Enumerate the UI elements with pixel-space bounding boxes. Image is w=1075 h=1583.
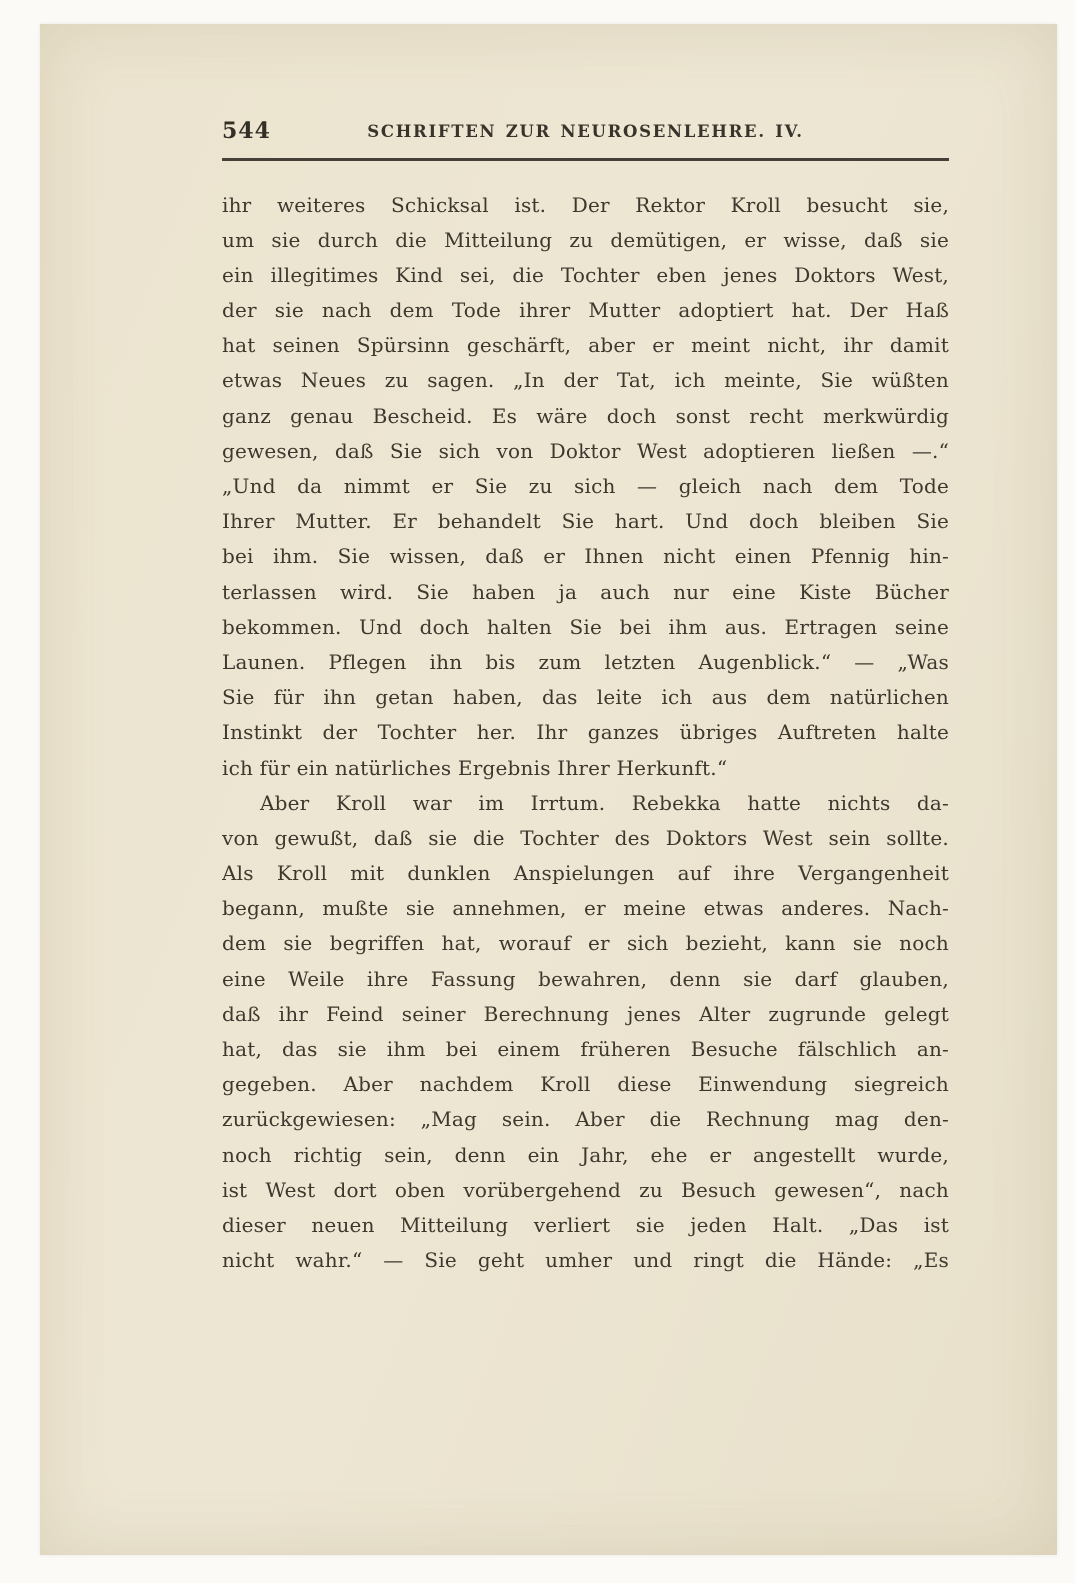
text-line: „Und da nimmt er Sie zu sich — gleich nach dem Tode (222, 474, 949, 498)
text-line: gegeben. Aber nachdem Kroll diese Einwendung siegreich (222, 1072, 949, 1097)
text-line: Ihrer Mutter. Er behandelt Sie hart. Und doch bleiben Sie (222, 509, 949, 534)
text-line: Als Kroll mit dunklen Anspielungen auf ihre Vergangenheit (222, 861, 949, 886)
text-block (222, 188, 949, 1279)
text-line: bei ihm. Sie wissen, daß er Ihnen nicht einen Pfennig hin- (222, 544, 949, 569)
text-line: terlassen wird. Sie haben ja auch nur eine Kiste Bücher (222, 579, 949, 604)
text-line: daß ihr Feind seiner Berechnung jenes Alter zugrunde gelegt (222, 1001, 949, 1026)
text-line: ein illegitimes Kind sei, die Tochter eben jenes Doktors West, (222, 262, 949, 287)
text-line: nicht wahr.“ — Sie geht umher und ringt die Hände: „Es (222, 1248, 949, 1273)
text-line: hat, das sie ihm bei einem früheren Besuche fälschlich an- (222, 1037, 949, 1061)
header-rule (222, 158, 949, 161)
text-line: Sie für ihn getan haben, das leite ich aus dem natürlichen (222, 685, 949, 710)
running-header-title: SCHRIFTEN ZUR NEUROSENLEHRE. IV. (367, 122, 804, 141)
text-line: dem sie begriffen hat, worauf er sich bezieht, kann sie noch (222, 931, 949, 956)
text-line: gewesen, daß Sie sich von Doktor West adoptieren ließen —.“ (222, 438, 949, 463)
text-line: ist West dort oben vorübergehend zu Besuch gewesen“, nach (222, 1177, 949, 1202)
text-line: von gewußt, daß sie die Tochter des Doktors West sein sollte. (222, 825, 949, 850)
page-number: 544 (222, 118, 271, 144)
text-line: um sie durch die Mitteilung zu demütigen, er wisse, daß sie (222, 227, 949, 252)
running-header (222, 112, 949, 156)
text-line: hat seinen Spürsinn geschärft, aber er meint nicht, ihr damit (222, 333, 949, 358)
text-line: noch richtig sein, denn ein Jahr, ehe er angestellt wurde, (222, 1142, 949, 1167)
text-line: dieser neuen Mitteilung verliert sie jeden Halt. „Das ist (222, 1212, 949, 1237)
text-line: zurückgewiesen: „Mag sein. Aber die Rechnung mag den- (222, 1107, 949, 1132)
text-line: bekommen. Und doch halten Sie bei ihm aus. Ertragen seine (222, 614, 949, 639)
text-line: Aber Kroll war im Irrtum. Rebekka hatte nichts da- (260, 790, 949, 815)
page-content (222, 112, 949, 1278)
text-line: Instinkt der Tochter her. Ihr ganzes übriges Auftreten halte (222, 720, 949, 745)
text-line: Launen. Pflegen ihn bis zum letzten Augenblick.“ — „Was (222, 649, 949, 674)
text-line: begann, mußte sie annehmen, er meine etwas anderes. Nach- (222, 896, 949, 921)
text-line: ich für ein natürliches Ergebnis Ihrer Herkunft.“ (222, 755, 728, 780)
text-line: ganz genau Bescheid. Es wäre doch sonst recht merkwürdig (222, 403, 949, 428)
text-line: etwas Neues zu sagen. „In der Tat, ich meinte, Sie wüßten (222, 368, 949, 393)
text-line: der sie nach dem Tode ihrer Mutter adoptiert hat. Der Haß (222, 298, 949, 323)
text-line: eine Weile ihre Fassung bewahren, denn sie darf glauben, (222, 966, 949, 991)
text-line: ihr weiteres Schicksal ist. Der Rektor Kroll besucht sie, (222, 192, 949, 217)
